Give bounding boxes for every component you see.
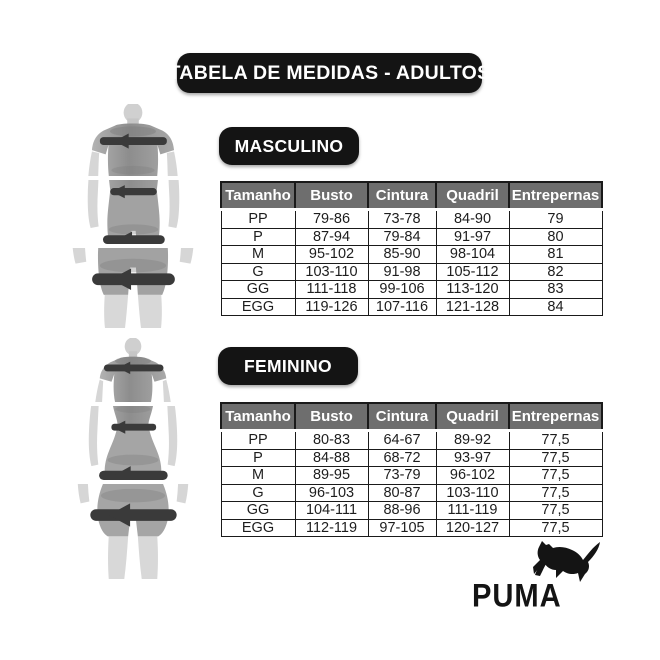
page-title-text: TABELA DE MEDIDAS - ADULTOS [168,61,491,84]
table-cell: 77,5 [509,467,602,485]
table-row [221,298,602,316]
table-cell: 80-83 [295,431,368,450]
female-hip-slice [60,484,206,581]
table-cell: 93-97 [436,449,509,467]
table-cell: EGG [221,298,295,316]
table-row [221,484,602,502]
table-cell: 84-90 [436,210,509,229]
table-cell: 73-79 [368,467,436,485]
table-cell: 99-106 [368,281,436,299]
table-cell: 82 [509,263,602,281]
table-row [221,228,602,246]
table-row [221,210,602,229]
column-header-cintura: Cintura [368,403,436,431]
puma-wordmark: PUMA [472,577,562,614]
table-cell: 77,5 [509,502,602,520]
table-cell: 111-118 [295,281,368,299]
table-cell: GG [221,281,295,299]
section-label-masculino [219,127,359,165]
table-header-row [221,182,602,210]
table-row [221,263,602,281]
table-cell: 107-116 [368,298,436,316]
table-row [221,502,602,520]
table-cell: 89-92 [436,431,509,450]
column-header-entrepernas: Entrepernas [509,403,602,431]
column-header-entrepernas: Entrepernas [509,182,602,210]
puma-logo [468,537,608,615]
table-cell: 68-72 [368,449,436,467]
table-cell: G [221,484,295,502]
table-cell: 97-105 [368,519,436,537]
male-waist-slice [79,180,188,244]
table-cell: 77,5 [509,431,602,450]
table-cell: 79-86 [295,210,368,229]
table-row [221,431,602,450]
table-cell: 85-90 [368,246,436,264]
table-cell: 119-126 [295,298,368,316]
page-title [168,53,491,93]
column-header-busto: Busto [295,403,368,431]
column-header-busto: Busto [295,182,368,210]
table-cell: 88-96 [368,502,436,520]
female-measurement-figure [60,338,206,585]
table-cell: 95-102 [295,246,368,264]
column-header-cintura: Cintura [368,182,436,210]
table-cell: 103-110 [295,263,368,281]
table-cell: 111-119 [436,502,509,520]
table-cell: GG [221,502,295,520]
female-waist-slice [75,406,191,480]
column-header-tamanho: Tamanho [221,182,295,210]
table-cell: 80-87 [368,484,436,502]
table-cell: 105-112 [436,263,509,281]
table-cell: 112-119 [295,519,368,537]
masculino-table-body [221,210,602,316]
table-cell: 98-104 [436,246,509,264]
table-cell: 77,5 [509,519,602,537]
column-header-quadril: Quadril [436,403,509,431]
section-label-feminino [218,347,358,385]
table-cell: M [221,246,295,264]
table-cell: 113-120 [436,281,509,299]
table-cell: P [221,228,295,246]
table-cell: 84-88 [295,449,368,467]
table-cell: 81 [509,246,602,264]
female-bust-slice [81,338,185,402]
table-cell: 91-98 [368,263,436,281]
table-row [221,519,602,537]
table-cell: 83 [509,281,602,299]
male-hip-slice [60,248,206,328]
table-cell: 64-67 [368,431,436,450]
feminino-size-table [220,402,603,537]
table-cell: PP [221,210,295,229]
masculino-table-header [221,182,602,210]
table-cell: EGG [221,519,295,537]
table-row [221,467,602,485]
table-cell: P [221,449,295,467]
feminino-label-text: FEMININO [244,355,332,376]
table-row [221,281,602,299]
table-cell: 77,5 [509,484,602,502]
table-cell: PP [221,431,295,450]
table-cell: 96-102 [436,467,509,485]
table-cell: 77,5 [509,449,602,467]
table-cell: 79-84 [368,228,436,246]
table-cell: 80 [509,228,602,246]
table-cell: 120-127 [436,519,509,537]
table-cell: 89-95 [295,467,368,485]
table-cell: 84 [509,298,602,316]
feminino-table-body [221,431,602,537]
table-cell: G [221,263,295,281]
masculino-label-text: MASCULINO [234,135,344,156]
table-cell: 91-97 [436,228,509,246]
table-cell: 121-128 [436,298,509,316]
table-cell: 79 [509,210,602,229]
table-row [221,449,602,467]
table-cell: 87-94 [295,228,368,246]
table-cell: 103-110 [436,484,509,502]
table-cell: 73-78 [368,210,436,229]
male-measurement-figure [60,104,206,332]
table-header-row [221,403,602,431]
table-cell: 96-103 [295,484,368,502]
column-header-tamanho: Tamanho [221,403,295,431]
feminino-table-header [221,403,602,431]
masculino-size-table [220,181,603,316]
column-header-quadril: Quadril [436,182,509,210]
table-cell: 104-111 [295,502,368,520]
male-bust-slice [79,104,187,176]
table-cell: M [221,467,295,485]
table-row [221,246,602,264]
